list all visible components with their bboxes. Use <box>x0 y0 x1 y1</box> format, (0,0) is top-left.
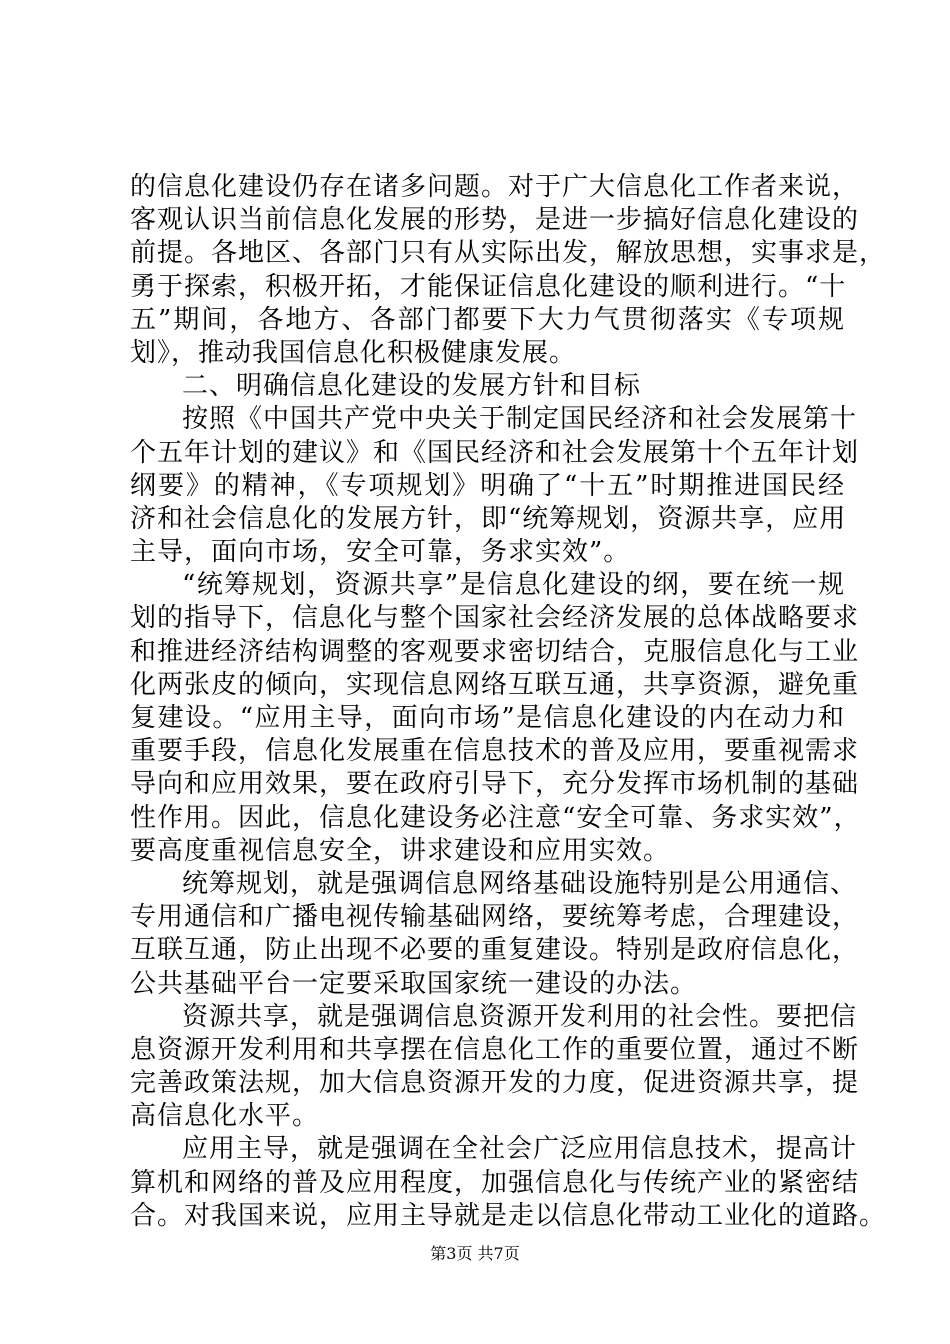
text-line: 纲要》的精神，《专项规划》明确了“十五”时期推进国民经 <box>130 470 845 501</box>
paragraph-first-line: “统筹规划，资源共享”是信息化建设的纲，要在统一规 <box>182 570 845 601</box>
text-line: 个五年计划的建议》和《国民经济和社会发展第十个五年计划 <box>130 437 860 468</box>
page-footer: 第3页 共7页 <box>430 1244 520 1263</box>
text-line: 息资源开发利用和共享摆在信息化工作的重要位置，通过不断 <box>130 1034 860 1065</box>
paragraph-first-line: 统筹规划，就是强调信息网络基础设施特别是公用通信、 <box>182 868 858 899</box>
text-line: 的信息化建设仍存在诸多问题。对于广大信息化工作者来说， <box>130 172 860 202</box>
text-line: 公共基础平台一定要采取国家统一建设的办法。 <box>130 968 698 999</box>
text-line: 复建设。“应用主导，面向市场”是信息化建设的内在动力和 <box>130 703 845 733</box>
text-line: 划》，推动我国信息化积极健康发展。 <box>130 337 577 368</box>
paragraph-first-line: 按照《中国共产党中央关于制定国民经济和社会发展第十 <box>182 404 858 435</box>
text-line: 和推进经济结构调整的客观要求密切结合，克服信息化与工业 <box>130 636 860 667</box>
text-line: 高信息化水平。 <box>130 1101 320 1132</box>
text-line: 济和社会信息化的发展方针，即“统筹规划，资源共享，应用 <box>130 503 847 534</box>
document-body <box>130 171 887 1233</box>
text-line: 完善政策法规，加大信息资源开发的力度，促进资源共享，提 <box>130 1068 860 1099</box>
text-line: 要高度重视信息安全，讲求建设和应用实效。 <box>130 835 671 866</box>
text-line: 化两张皮的倾向，实现信息网络互联互通，共享资源，避免重 <box>130 669 860 700</box>
text-line: 合。对我国来说，应用主导就是走以信息化带动工业化的道路。 <box>130 1200 887 1231</box>
paragraph-first-line: 二、明确信息化建设的发展方针和目标 <box>182 371 642 402</box>
text-line: 主导，面向市场，安全可靠，务求实效”。 <box>130 537 631 568</box>
text-line: 专用通信和广播电视传输基础网络，要统筹考虑，合理建设， <box>130 902 860 933</box>
text-line: 重要手段，信息化发展重在信息技术的普及应用，要重视需求 <box>130 736 860 767</box>
text-line: 客观认识当前信息化发展的形势，是进一步搞好信息化建设的 <box>130 205 860 236</box>
text-line: 性作用。因此，信息化建设务必注意“安全可靠、务求实效”， <box>130 802 861 833</box>
text-line: 导向和应用效果，要在政府引导下，充分发挥市场机制的基础 <box>130 769 860 800</box>
text-line: 算机和网络的普及应用程度，加强信息化与传统产业的紧密结 <box>130 1167 860 1198</box>
paragraph-first-line: 资源共享，就是强调信息资源开发利用的社会性。要把信 <box>182 1001 858 1032</box>
paragraph-first-line: 应用主导，就是强调在全社会广泛应用信息技术，提高计 <box>182 1134 858 1165</box>
text-line: 五”期间，各地方、各部门都要下大力气贯彻落实《专项规 <box>130 304 845 335</box>
text-line: 互联互通，防止出现不必要的重复建设。特别是政府信息化， <box>130 935 860 966</box>
text-line: 前提。各地区、各部门只有从实际出发，解放思想，实事求是， <box>130 238 887 269</box>
text-line: 划的指导下，信息化与整个国家社会经济发展的总体战略要求 <box>130 603 860 634</box>
text-line: 勇于探索，积极开拓，才能保证信息化建设的顺利进行。“十 <box>130 271 847 302</box>
